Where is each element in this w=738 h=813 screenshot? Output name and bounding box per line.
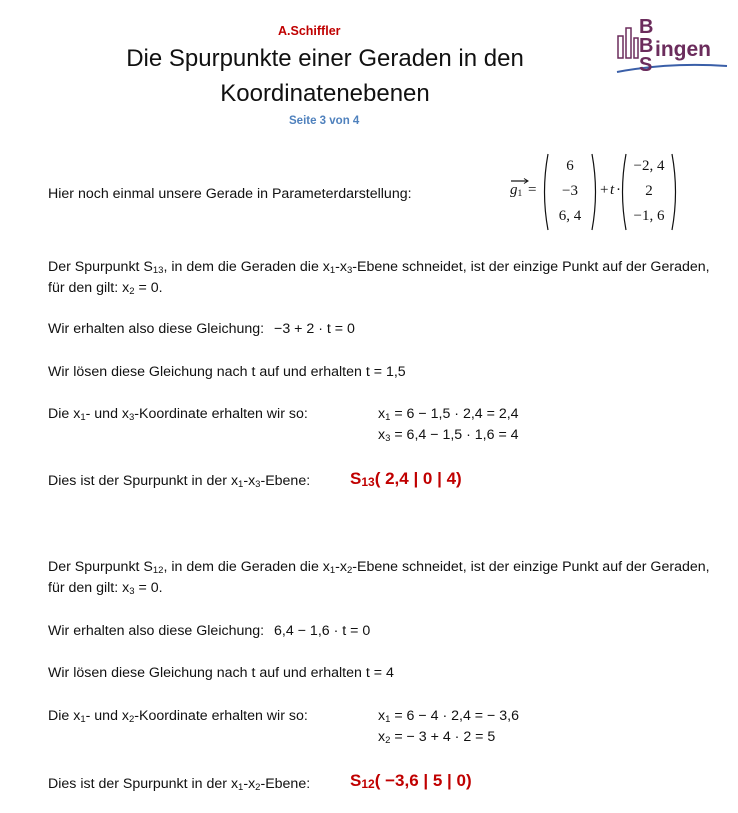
s12-result-label: Dies ist der Spurpunkt in der $x_1-x_2$-Ebene: xyxy=(48,776,311,793)
plus-sign: + xyxy=(600,182,609,198)
s12-equation-line xyxy=(48,621,370,642)
direction-x2: 2 xyxy=(645,183,653,199)
support-x3: 6, 4 xyxy=(558,208,582,224)
s13-calc-x3: $x_3 = 6,4 - 1,5 \cdot 1,6 = 4$ xyxy=(378,427,519,444)
multiply-dot: · xyxy=(616,182,621,198)
logo-word: ingen xyxy=(655,38,711,61)
logo-letter-b2: B xyxy=(639,35,654,57)
s13-equation-line xyxy=(48,319,355,340)
s12-result: $S_{12}( -3,6$ | 5 | 0) xyxy=(350,771,472,791)
s12-description: Der Spurpunkt $S_{12}$, in dem die Geraden die $x_1-x_2$-Ebene schneidet, ist der einzige Punkt auf der Geraden, für den gilt: $x_3 = 0$. xyxy=(48,559,710,597)
s13-solve: Wir lösen diese Gleichung nach t auf und erhalten t = 1,5 xyxy=(48,364,406,380)
s13-result-label: Dies ist der Spurpunkt in der $x_1-x_3$-Ebene: xyxy=(48,473,311,490)
s12-equation: 6,4 − 1,6 · t = 0 xyxy=(274,623,371,639)
vector-arrow-icon xyxy=(510,178,530,184)
bbs-bingen-logo xyxy=(615,16,730,80)
intro-text: Hier noch einmal unsere Gerade in Parameterdarstellung: xyxy=(48,186,412,202)
s12-calc-x1: $x_1 = 6 - 4 \cdot 2,4$ = − 3,6 xyxy=(378,708,519,725)
author: A.Schiffler xyxy=(278,24,341,38)
s13-equation-label: Wir erhalten also diese Gleichung: xyxy=(48,321,265,337)
s13-equation: −3 + 2 · t = 0 xyxy=(274,321,355,337)
vector-letter: g xyxy=(510,182,518,198)
s13-result: $S_{13}$( 2,4 | 0 | 4) xyxy=(350,469,462,489)
direction-x3: −1, 6 xyxy=(633,208,665,224)
support-x1: 6 xyxy=(566,158,574,174)
page-number: Seite 3 von 4 xyxy=(289,115,360,127)
vector-name xyxy=(510,182,522,199)
s12-equation-label: Wir erhalten also diese Gleichung: xyxy=(48,623,265,639)
vector-index: 1 xyxy=(517,189,523,199)
logo-letter-b1: B xyxy=(639,16,654,38)
title-line-2: Koordinatenebenen xyxy=(220,80,430,107)
equals-sign: = xyxy=(528,182,537,198)
logo-letter-s: S xyxy=(639,54,653,76)
s12-solve: Wir lösen diese Gleichung nach t auf und erhalten t = 4 xyxy=(48,665,394,681)
s13-coord-label: Die $x_1-$ und $x_3$-Koordinate erhalten wir so: xyxy=(48,406,308,423)
s12-coord-label: Die $x_1-$ und $x_2$-Koordinate erhalten wir so: xyxy=(48,708,308,725)
s13-description: Der Spurpunkt $S_{13}$, in dem die Geraden die $x_1-x_3$-Ebene schneidet, ist der einzige Punkt auf der Geraden, für den gilt: $x_2 = 0$. xyxy=(48,259,710,297)
param-t: t xyxy=(610,182,615,198)
parameter-equation xyxy=(510,152,680,232)
s13-calc-x1: $x_1 = 6 - 1,5 \cdot 2,4 = 2,4$ xyxy=(378,406,519,423)
direction-x1: −2, 4 xyxy=(633,158,665,174)
page-title xyxy=(90,44,560,109)
s12-calc-x2: $x_2$ = − 3 + 4 · 2 = 5 xyxy=(378,729,496,746)
title-line-1: Die Spurpunkte einer Geraden in den xyxy=(126,45,524,72)
support-x2: −3 xyxy=(562,183,578,199)
